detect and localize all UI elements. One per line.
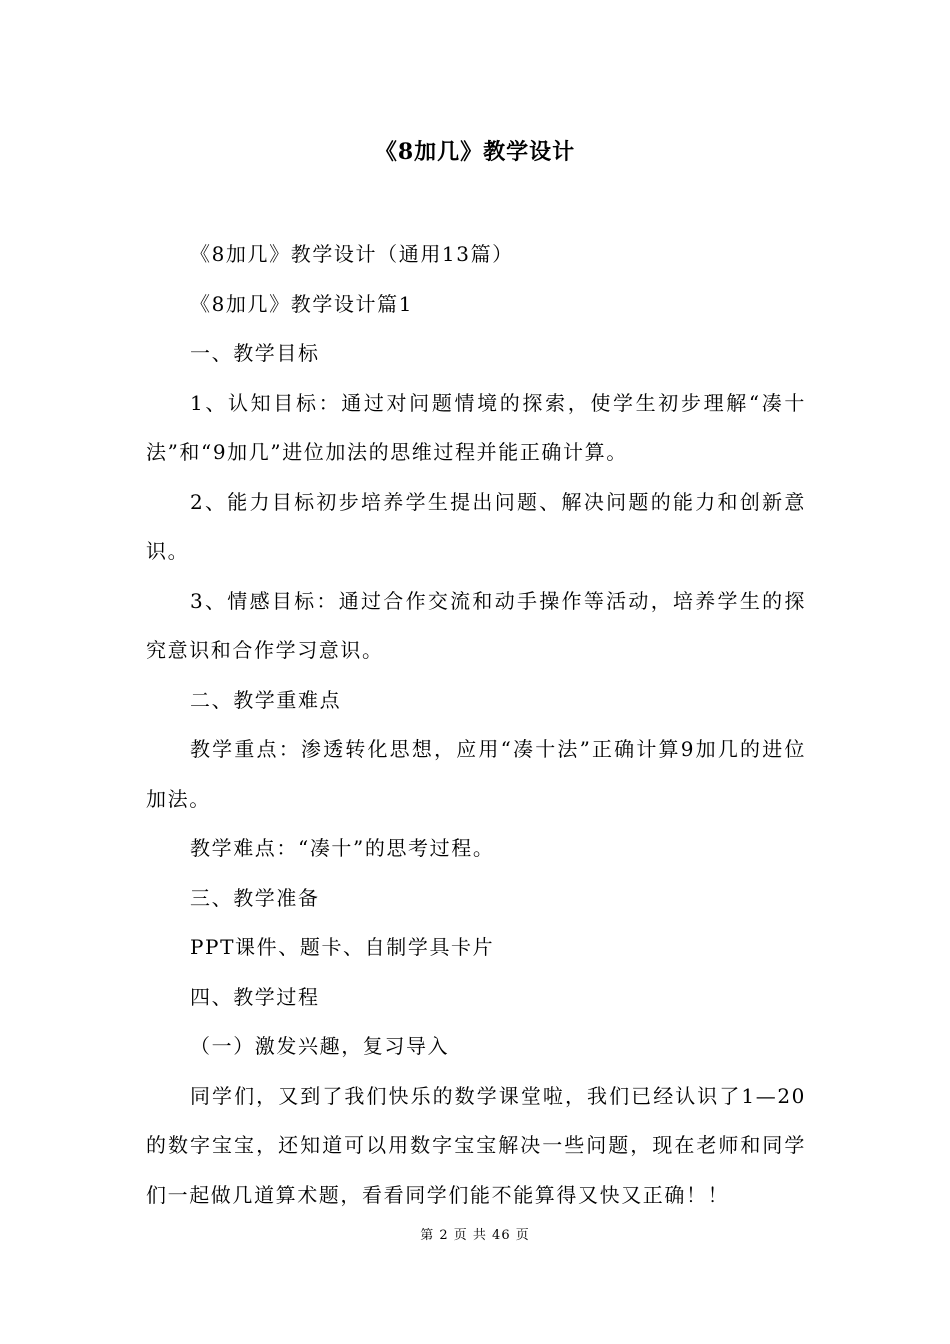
paragraph-teaching-focus: 教学重点：渗透转化思想，应用“凑十法”正确计算9加几的进位加法。 [146, 737, 806, 811]
document-body [146, 230, 806, 1220]
paragraph-teaching-difficulty: 教学难点：“凑十”的思考过程。 [190, 836, 495, 860]
paragraph-materials: PPT课件、题卡、自制学具卡片 [190, 935, 495, 959]
paragraph-section-heading: 《8加几》教学设计篇1 [190, 291, 414, 316]
paragraph-emotional-goal: 3、情感目标：通过合作交流和动手操作等活动，培养学生的探究意识和合作学习意识。 [146, 588, 806, 662]
heading-teaching-process: 四、教学过程 [190, 984, 320, 1009]
heading-key-difficulties: 二、教学重难点 [190, 687, 342, 712]
paragraph-subtitle: 《8加几》教学设计（通用13篇） [190, 242, 514, 266]
heading-teaching-goals: 一、教学目标 [190, 341, 320, 365]
heading-step-one: （一）激发兴趣，复习导入 [190, 1034, 450, 1058]
heading-teaching-preparation: 三、教学准备 [190, 885, 320, 910]
paragraph-cognitive-goal: 1、认知目标：通过对问题情境的探索，使学生初步理解“凑十法”和“9加几”进位加法的思维过程并能正确计算。 [146, 390, 806, 464]
page-number: 第 2 页 共 46 页 [420, 1228, 530, 1243]
paragraph-introduction: 同学们，又到了我们快乐的数学课堂啦，我们已经认识了1—20的数字宝宝，还知道可以用数字宝宝解决一些问题，现在老师和同学们一起做几道算术题，看看同学们能不能算得又快又正确！！ [146, 1083, 806, 1207]
document-title: 《8加几》教学设计 [374, 139, 576, 165]
paragraph-ability-goal: 2、能力目标初步培养学生提出问题、解决问题的能力和创新意识。 [146, 489, 806, 563]
